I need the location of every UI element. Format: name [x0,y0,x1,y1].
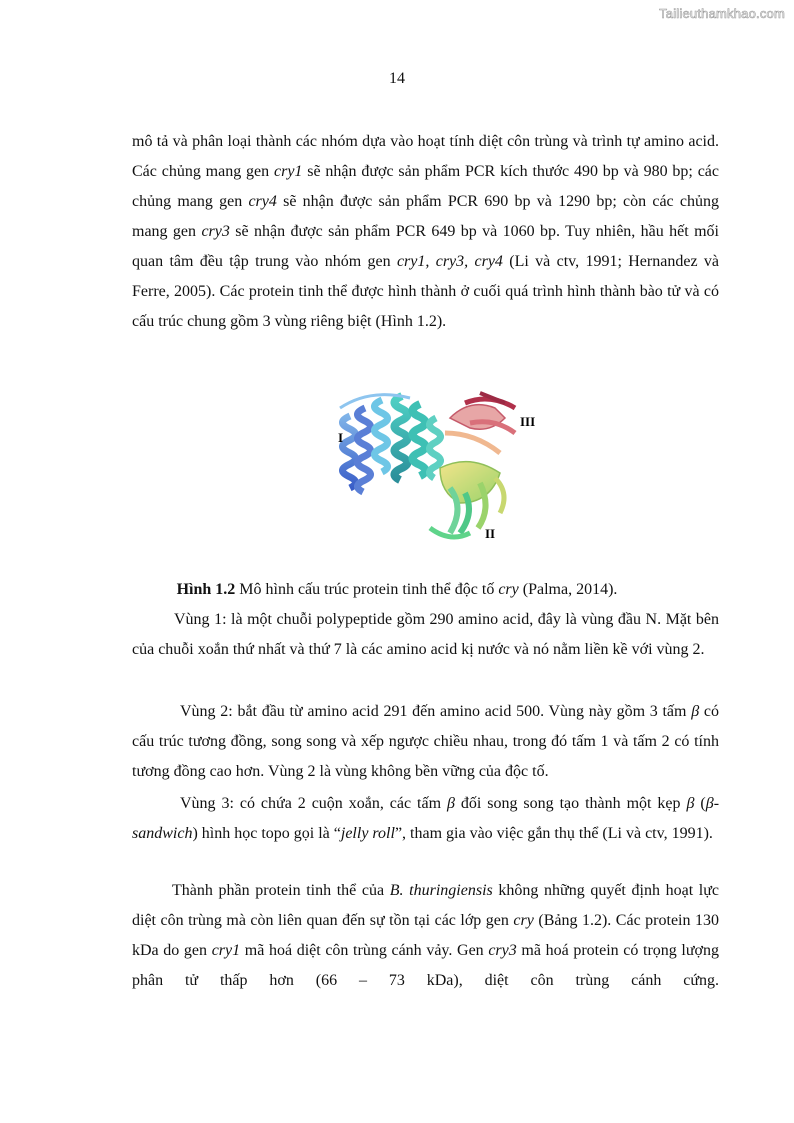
gene-cry4: cry4 [248,193,277,210]
caption-text-1: Mô hình cấu trúc protein tinh thể độc tố [235,581,499,598]
paragraph-intro-text-2: sẽ nhận được sản phẩm PCR kích thước 490 bp và 980 bp; các chủng mang gen [132,163,720,210]
paragraph-composition-text-2: không những quyết định hoạt lực diệt côn trùng mà còn liên quan đến sự tồn tại các lớp gen [132,882,720,929]
paragraph-composition-text-1: Thành phần protein tinh thể của [172,882,390,899]
beta-symbol-2: β [686,795,695,812]
domain-label-iii: III [520,414,536,429]
caption-term: cry [498,581,519,598]
domain-iii-strands [445,393,515,453]
jelly-roll-term: jelly roll [340,825,395,842]
paragraph-domain-2 [132,697,719,787]
beta-symbol-1: β [446,795,455,812]
paragraph-domain-3-text-3: ( [694,795,706,812]
paragraph-domain-2-text-2: có cấu trúc tương đồng, song song và xếp ngược chiều nhau, trong đó tấm 1 và tấm 2 có tính tương đồng cao hơn. Vùng 2 là vùng không bền vững của độc tố. [132,703,719,780]
figure-caption [0,578,794,602]
gene-group: cry1, cry3, cry4 [396,253,503,270]
paragraph-composition-text-5: mã hoá protein có trọng lượng phân tử thấp hơn (66 – 73 kDa), diệt côn trùng cánh cứng. [132,942,720,989]
gene-cry1-b: cry1 [211,942,241,959]
paragraph-domain-2-text-1: Vùng 2: bắt đầu từ amino acid 291 đến amino acid 500. Vùng này gồm 3 tấm [180,703,692,720]
paragraph-composition-text-4: mã hoá diệt côn trùng cánh vảy. Gen [240,942,489,959]
paragraph-domain-3-text-5: ”, tham gia vào việc gắn thụ thể (Li và ctv, 1991). [394,825,713,842]
paragraph-composition-text-3: (Bảng 1.2). Các protein 130 kDa do gen [132,912,720,959]
domain-i-helices [340,395,441,492]
beta-sandwich-term: β-sandwich [132,795,720,842]
species-name: B. thuringiensis [389,882,493,899]
paragraph-intro [132,127,719,337]
caption-label: Hình 1.2 [176,581,236,598]
paragraph-intro-text-4: sẽ nhận được sản phẩm PCR 649 bp và 1060 bp. Tuy nhiên, hầu hết mối quan tâm đều tập trung vào nhóm gen [132,223,720,270]
gene-cry3-b: cry3 [488,942,517,959]
caption-text-2: (Palma, 2014). [518,581,618,598]
domain-label-ii: II [485,526,496,541]
gene-cry: cry [513,912,534,929]
paragraph-intro-text-3: sẽ nhận được sản phẩm PCR 690 bp và 1290 bp; còn các chủng mang gen [132,193,719,240]
gene-cry1: cry1 [273,163,303,180]
paragraph-intro-text-5: (Li và ctv, 1991; Hernandez và Ferre, 2005). Các protein tinh thể được hình thành ở cuối quá trình hình thành bào tử và có cấu trúc chung gồm 3 vùng riêng biệt (Hình 1.2). [132,253,719,330]
paragraph-intro-text-1: mô tả và phân loại thành các nhóm dựa vào hoạt tính diệt côn trùng và trình tự amino acid. Các chủng mang gen [132,133,719,180]
domain-label-i: I [338,430,344,445]
paragraph-domain-3 [132,789,719,849]
protein-structure-figure [320,378,550,558]
paragraph-domain-3-text-1: Vùng 3: có chứa 2 cuộn xoắn, các tấm [180,795,447,812]
paragraph-domain-3-text-4: ) hình học topo gọi là “ [192,825,341,842]
page-number: 14 [389,70,405,87]
paragraph-domain-1: Vùng 1: là một chuỗi polypeptide gồm 290 amino acid, đây là vùng đầu N. Mặt bên của chuỗi xoắn thứ nhất và thứ 7 là các amino acid kị nước và nó nằm liền kề với vùng 2. [132,611,719,658]
watermark: Tailieuthamkhao.com [659,6,785,21]
gene-cry3: cry3 [201,223,230,240]
paragraph-domain-3-text-2: đối song song tạo thành một kẹp [454,795,687,812]
paragraph-composition [132,876,719,996]
beta-symbol: β [691,703,700,720]
